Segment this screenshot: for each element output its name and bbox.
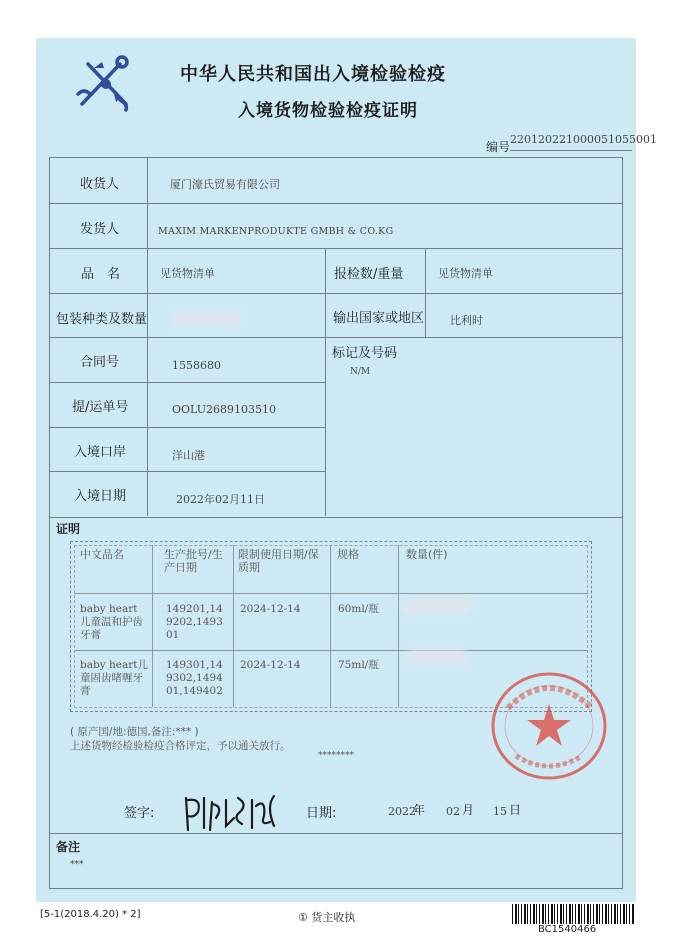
form-code: [5-1(2018.4.20) * 2] [40,909,141,920]
col-header-spec: 规格 [337,548,359,561]
month-unit: 月 [462,803,475,817]
official-seal-icon [488,668,610,784]
marks-value: N/M [350,367,371,377]
remarks-value: *** [70,860,84,870]
col-header-batch: 生产批号/生产日期 [164,548,223,574]
redacted-quantity [408,650,466,664]
packing-label: 包装种类及数量 [56,312,148,327]
bill-of-lading-label: 提/运单号 [72,400,129,415]
sign-month: 02 [446,805,460,818]
signature-label: 签字: [124,806,155,821]
remarks-label: 备注 [56,840,81,854]
clearance-statement: 上述货物经检验检疫合格评定，予以通关放行。 [70,740,291,752]
consignor-label: 发货人 [80,222,120,237]
document-subtitle: 入境货物检验检疫证明 [238,101,418,121]
column-divider [425,248,426,337]
quantity-label: 报检数/重量 [334,267,404,282]
bill-of-lading-value: OOLU2689103510 [172,403,276,416]
handwritten-signature-icon [182,790,292,834]
inner-col-divider [330,545,331,707]
entry-date-value: 2022年02月11日 [176,493,265,506]
row-divider [49,248,623,249]
serial-label: 编号 [486,140,511,154]
barcode-icon [512,904,634,924]
consignee-label: 收货人 [80,177,120,192]
row2-batch: 149301,149302,149401,149402 [166,659,223,697]
row1-name: baby heart 儿童温和护齿牙膏 [80,603,143,641]
origin-note: ( 原产国/地:德国,备注:*** ) [70,726,199,738]
sign-day: 15 [493,805,507,818]
redacted-quantity [402,600,470,614]
column-divider [325,248,326,516]
contract-value: 1558680 [172,359,221,372]
origin-value: 比利时 [450,314,483,327]
row-divider [49,203,623,204]
serial-underline [510,150,632,151]
serial-number: 220120221000051055001 [510,133,657,146]
entry-date-label: 入境日期 [74,489,127,504]
row1-batch: 149201,149202,149301 [166,603,223,641]
sign-year: 2022 [388,805,416,818]
row1-spec: 60ml/瓶 [338,603,379,615]
contract-label: 合同号 [80,355,120,370]
year-unit: 年 [413,803,426,817]
row-divider [49,471,325,472]
entry-port-value: 洋山港 [172,449,205,462]
copy-label: ① 货主收执 [298,911,356,924]
redacted-packing [172,312,240,326]
origin-label: 输出国家或地区 [333,311,425,326]
row1-expiry: 2024-12-14 [240,603,301,615]
day-unit: 日 [509,803,522,817]
sign-date-label: 日期: [306,806,337,821]
customs-emblem-icon [74,54,138,112]
quantity-value: 见货物清单 [438,267,493,280]
inner-col-divider [398,545,399,707]
row2-name: baby heart儿童固齿啫喱牙膏 [80,659,148,697]
col-header-expiry: 限制使用日期/保质期 [238,548,319,574]
remarks-section [49,833,623,889]
row-divider [49,382,325,383]
goods-value: 见货物清单 [160,267,215,280]
certificate-label: 证明 [56,522,81,536]
barcode-number: BC1540466 [538,924,597,935]
stars-mark: ******** [318,751,354,761]
goods-label: 品 名 [81,267,121,282]
document-title: 中华人民共和国出入境检验检疫 [180,64,446,85]
marks-label: 标记及号码 [332,346,398,361]
row2-spec: 75ml/瓶 [338,659,379,671]
column-divider [147,158,148,516]
col-header-name: 中文品名 [80,548,124,561]
consignee-value: 厦门濠氏贸易有限公司 [170,178,280,191]
consignor-value: MAXIM MARKENPRODUKTE GMBH & CO.KG [158,226,394,237]
entry-port-label: 入境口岸 [74,445,127,460]
inner-col-divider [233,545,234,707]
row-divider [49,337,623,338]
row-divider [49,427,325,428]
row2-expiry: 2024-12-14 [240,659,301,671]
inner-col-divider [152,545,153,707]
col-header-qty: 数量(件) [406,548,448,561]
row-divider [49,293,623,294]
